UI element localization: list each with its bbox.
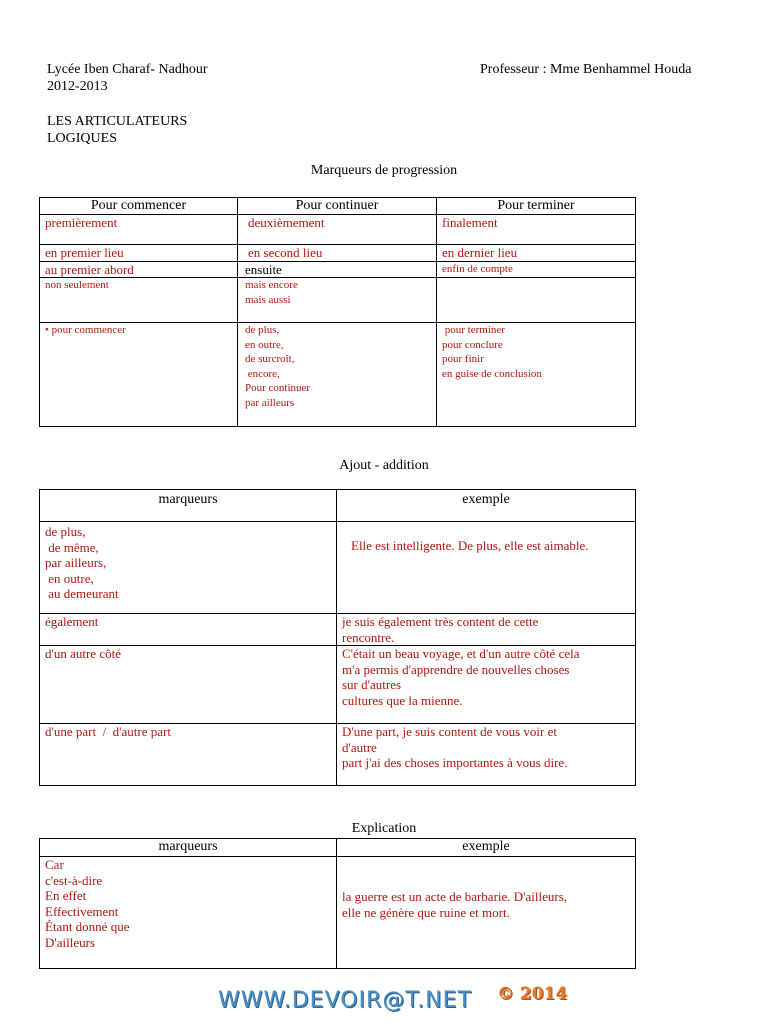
table-row	[40, 724, 636, 786]
table-cell	[337, 614, 636, 646]
table-cell: enfin de compte	[437, 261, 636, 278]
table-cell	[40, 522, 337, 614]
table-row	[40, 245, 636, 262]
table-row	[40, 857, 636, 969]
cell-line: de plus,	[45, 524, 86, 539]
cell-line: Elle est intelligente. De plus, elle est aimable.	[351, 538, 589, 553]
table-row	[40, 522, 636, 614]
header-cell: Pour continuer	[238, 198, 437, 215]
table-cell: non seulement	[40, 278, 238, 323]
cell-line: sur d'autres	[342, 677, 402, 692]
cell-line: D'ailleurs	[45, 934, 95, 950]
table-cell: deuxièmement	[238, 215, 437, 245]
table-cell: d'une part / d'autre part	[40, 724, 337, 786]
table-cell: • pour commencer	[40, 323, 238, 427]
progression-header-row	[40, 198, 636, 215]
cell-line: mais encore	[245, 279, 298, 291]
school-name: Lycée Iben Charaf- Nadhour	[47, 62, 208, 77]
cell-line: rencontre.	[342, 629, 395, 645]
table-cell	[337, 522, 636, 614]
cell-line: Étant donné que	[45, 919, 130, 934]
table-cell	[238, 323, 437, 427]
header-cell: marqueurs	[40, 490, 337, 522]
cell-line: C'était un beau voyage, et d'un autre côté cela	[342, 646, 580, 661]
cell-line: m'a permis d'apprendre de nouvelles choses	[342, 661, 570, 677]
table-row	[40, 215, 636, 245]
cell-line: pour conclure	[442, 338, 503, 351]
header-cell: Pour commencer	[40, 198, 238, 215]
header-cell: exemple	[337, 490, 636, 522]
table-cell	[337, 724, 636, 786]
table-cell	[238, 278, 437, 323]
table-cell: au premier abord	[40, 261, 238, 278]
table-cell	[337, 646, 636, 724]
cell-line: Pour continuer	[245, 382, 311, 394]
copyright-watermark: © 2014	[497, 984, 568, 1004]
cell-line: de même,	[45, 539, 99, 555]
cell-line: par ailleurs	[245, 396, 295, 409]
cell-line: D'une part, je suis content de vous voir et	[342, 724, 557, 739]
cell-line: c'est-à-dire	[45, 872, 103, 888]
explication-title: Explication	[351, 821, 417, 836]
table-cell: en premier lieu	[40, 245, 238, 262]
cell-line: elle ne génère que ruine et mort.	[342, 904, 510, 920]
progression-title: Marqueurs de progression	[310, 163, 458, 178]
page-title-line2: LOGIQUES	[47, 131, 117, 146]
cell-line: de surcroît,	[245, 353, 295, 365]
cell-line: En effet	[45, 888, 87, 903]
cell-line: de plus,	[245, 324, 280, 336]
table-cell	[437, 278, 636, 323]
header-cell: marqueurs	[40, 839, 337, 857]
cell-line: la guerre est un acte de barbarie. D'ailleurs,	[342, 889, 568, 904]
ajout-table	[39, 489, 636, 786]
explication-table	[39, 838, 636, 969]
table-cell: finalement	[437, 215, 636, 245]
table-cell: en dernier lieu	[437, 245, 636, 262]
table-cell: en second lieu	[238, 245, 437, 262]
cell-line: cultures que la mienne.	[342, 692, 463, 708]
cell-line: en guise de conclusion	[442, 367, 542, 380]
table-cell: premièrement	[40, 215, 238, 245]
cell-line: mais aussi	[245, 293, 291, 306]
table-row	[40, 261, 636, 278]
cell-line: part j'ai des choses importantes à vous dire.	[342, 755, 568, 770]
professor-name: Professeur : Mme Benhammel Houda	[480, 62, 692, 77]
table-cell: ensuite	[238, 261, 437, 278]
page-title-line1: LES ARTICULATEURS	[47, 114, 188, 129]
cell-line: Car	[45, 857, 64, 872]
table-cell	[337, 857, 636, 969]
progression-table	[39, 197, 636, 427]
ajout-title: Ajout - addition	[339, 458, 429, 473]
cell-line: en outre,	[45, 570, 94, 586]
school-year: 2012-2013	[47, 79, 108, 94]
header-cell: Pour terminer	[437, 198, 636, 215]
explication-header-row	[40, 839, 636, 857]
cell-line: pour terminer	[442, 324, 505, 336]
table-cell: d'un autre côté	[40, 646, 337, 724]
table-row	[40, 614, 636, 646]
table-row	[40, 323, 636, 427]
site-watermark: WWW.DEVOIR@T.NET	[218, 988, 472, 1013]
cell-line: d'autre	[342, 739, 377, 755]
cell-line: par ailleurs,	[45, 555, 107, 570]
table-cell	[40, 857, 337, 969]
table-cell: également	[40, 614, 337, 646]
cell-line: je suis également très content de cette	[342, 614, 539, 629]
cell-line: Effectivement	[45, 903, 119, 919]
table-row	[40, 278, 636, 323]
cell-line: en outre,	[245, 338, 284, 351]
header-cell: exemple	[337, 839, 636, 857]
cell-line: pour finir	[442, 353, 484, 365]
cell-line: au demeurant	[45, 586, 119, 601]
table-cell	[437, 323, 636, 427]
cell-line: encore,	[245, 367, 280, 380]
ajout-header-row	[40, 490, 636, 522]
table-row	[40, 646, 636, 724]
